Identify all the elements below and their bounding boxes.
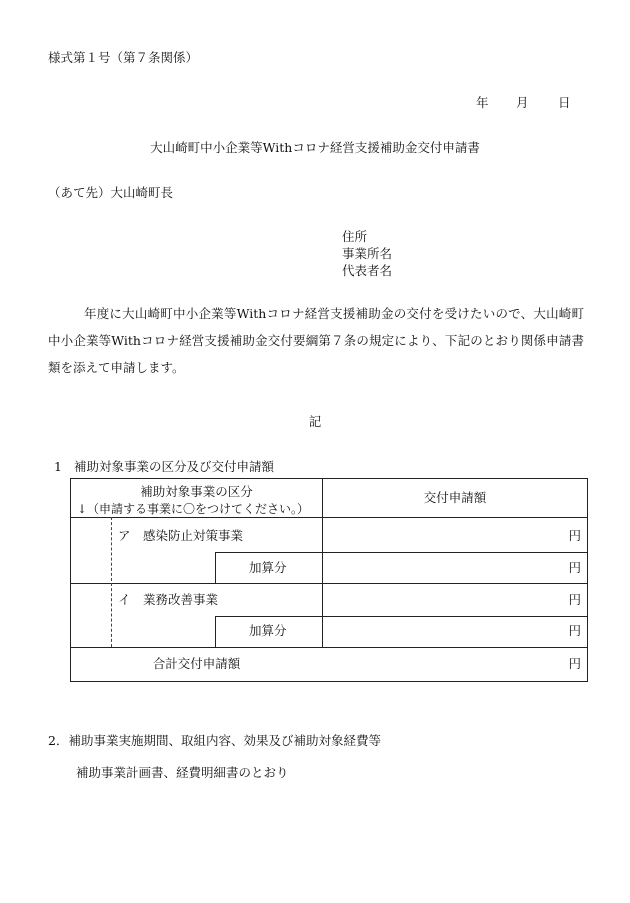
ki-heading: 記 bbox=[308, 414, 322, 429]
row-business-improvement-addition-label: 加算分 bbox=[249, 623, 287, 638]
marker-column-dashed-line bbox=[111, 517, 112, 647]
table-divider bbox=[215, 552, 216, 583]
date-year-label: 年 bbox=[476, 95, 489, 110]
total-amount-label: 合計交付申請額 bbox=[152, 656, 241, 671]
application-amount-table bbox=[70, 478, 588, 682]
table-divider bbox=[215, 616, 216, 647]
date-month-label: 月 bbox=[516, 95, 529, 110]
application-statement: 年度に大山崎町中小企業等Withコロナ経営支援補助金の交付を受けたいので、大山崎町中小企業等Withコロナ経営支援補助金交付要綱第７条の規定により、下記のとおり関係申請書類を添えて申請します。 bbox=[48, 306, 584, 375]
table-divider bbox=[215, 552, 587, 553]
total-amount-unit: 円 bbox=[568, 656, 581, 671]
row-infection-prevention-label: ア 感染防止対策事業 bbox=[118, 528, 244, 543]
row-business-improvement-unit: 円 bbox=[568, 592, 581, 607]
applicant-block bbox=[342, 228, 392, 279]
table-divider bbox=[71, 517, 587, 518]
applicant-office-label: 事業所名 bbox=[342, 246, 393, 261]
table-divider bbox=[71, 583, 587, 584]
row-infection-prevention-unit: 円 bbox=[568, 528, 581, 543]
section2-body: 補助事業計画書、経費明細書のとおり bbox=[76, 765, 289, 780]
header-category: 補助対象事業の区分 bbox=[140, 484, 253, 499]
document-title: 大山崎町中小企業等Withコロナ経営支援補助金交付申請書 bbox=[150, 140, 480, 155]
date-day-label: 日 bbox=[558, 95, 571, 110]
applicant-address-label: 住所 bbox=[342, 229, 368, 244]
section1-number: 1 bbox=[54, 459, 62, 474]
table-divider bbox=[215, 616, 587, 617]
row-infection-prevention-addition-label: 加算分 bbox=[249, 560, 287, 575]
header-instruction: ↓（申請する事業に〇をつけてください。） bbox=[77, 502, 310, 516]
applicant-representative-label: 代表者名 bbox=[342, 263, 393, 278]
section2-heading: 2．補助事業実施期間、取組内容、効果及び補助対象経費等 bbox=[48, 733, 381, 748]
section1-title: 補助対象事業の区分及び交付申請額 bbox=[74, 459, 275, 474]
table-divider bbox=[71, 647, 587, 648]
addressee: （あて先）大山崎町長 bbox=[48, 185, 174, 200]
row-business-improvement-label: イ 業務改善事業 bbox=[118, 592, 219, 607]
form-number: 様式第１号（第７条関係） bbox=[48, 50, 199, 65]
header-amount: 交付申請額 bbox=[423, 490, 487, 505]
row-infection-prevention-addition-unit: 円 bbox=[568, 560, 581, 575]
row-business-improvement-addition-unit: 円 bbox=[568, 623, 581, 638]
section1-heading bbox=[54, 461, 274, 474]
